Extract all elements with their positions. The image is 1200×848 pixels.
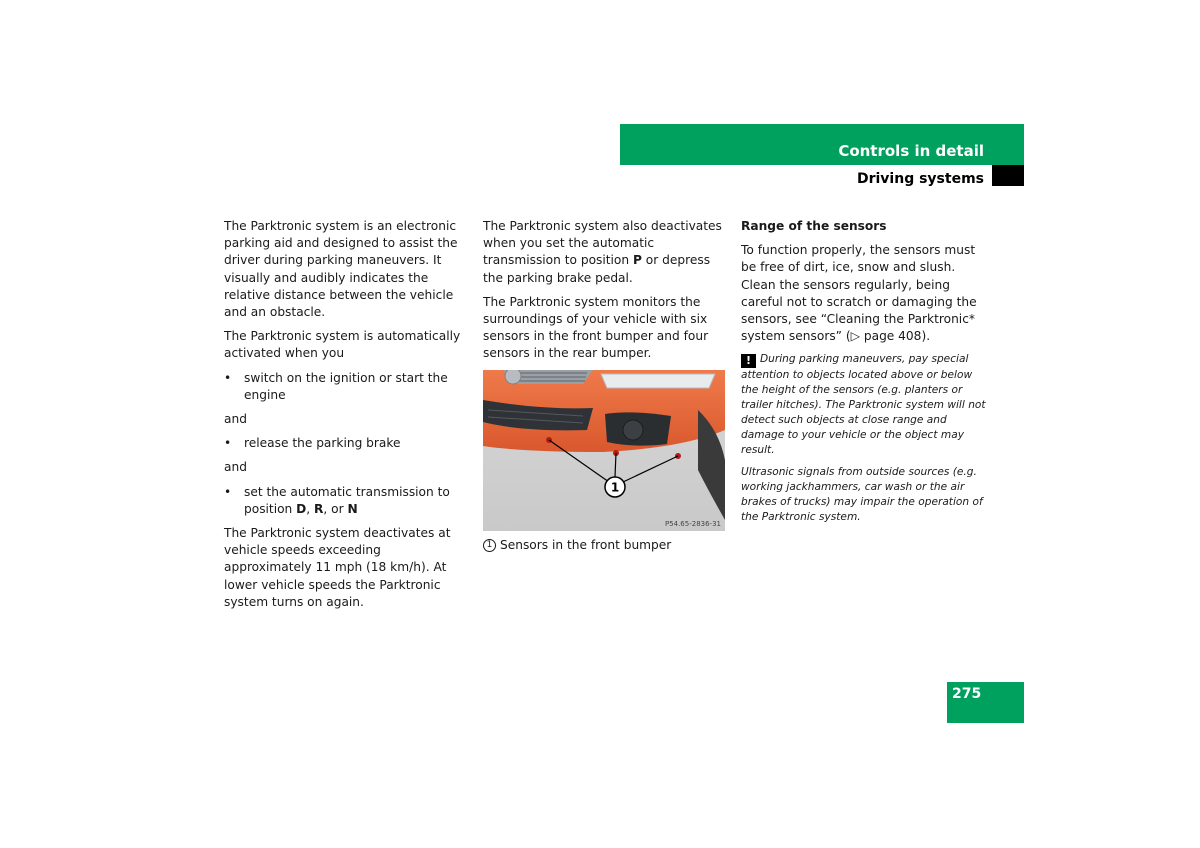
subsection-title: Driving systems — [856, 171, 984, 187]
section-heading: Range of the sensors — [741, 219, 887, 233]
warning-icon: ! — [741, 354, 756, 368]
list-item — [224, 435, 466, 452]
list-item-text: release the parking brake — [244, 436, 401, 451]
column-1 — [224, 218, 466, 618]
gear-n: N — [347, 501, 358, 516]
callout-number: 1 — [610, 480, 620, 495]
info-note: Ultrasonic signals from outside sources (e.g. working jackhammers, car wash or the air brakes of trucks) may impair the operation of the Parktronic system. — [741, 466, 983, 524]
warning-note — [741, 352, 987, 458]
sensors-paragraph: The Parktronic system monitors the surroundings of your vehicle with six sensors in the front bumper and four sensors in the rear bumper. — [483, 294, 709, 361]
gear-r: R — [314, 501, 324, 516]
column-2 — [483, 218, 725, 554]
page-number: 275 — [952, 686, 982, 702]
caption-text: Sensors in the front bumper — [500, 537, 672, 552]
section-tab-marker — [992, 165, 1024, 186]
list-item — [224, 484, 466, 518]
connector-text: and — [224, 412, 247, 427]
list-item — [224, 370, 466, 404]
activation-paragraph: The Parktronic system is automatically activated when you — [224, 329, 461, 361]
bullet-icon: • — [224, 484, 232, 499]
figure-caption — [483, 537, 725, 554]
bullet-icon: • — [224, 436, 232, 451]
bullet-icon: • — [224, 370, 232, 385]
column-3 — [741, 218, 987, 532]
warning-text: During parking maneuvers, pay special attention to objects located above or below the height of the sensors (e.g. planters or trailer hitches). The Parktronic system will not detect such objects at close range and damage to your vehicle or the object may result. — [741, 353, 986, 457]
list-item-text: set the automatic transmission to position D, R, or N — [244, 484, 450, 516]
callout-number-icon: 1 — [483, 539, 496, 552]
deactivation-paragraph-2: The Parktronic system also deactivates when you set the automatic transmission to position P or depress the parking brake pedal. — [483, 219, 722, 285]
front-bumper-photo — [483, 370, 725, 531]
range-paragraph: To function properly, the sensors must be free of dirt, ice, snow and slush. Clean the sensors regularly, being careful not to scratch or damaging the sensors, see “Cleaning the Parktronic* system sensors” (▷ page 408). — [741, 243, 977, 344]
figure-code: P54.65-2836-31 — [664, 519, 721, 528]
intro-paragraph: The Parktronic system is an electronic parking aid and designed to assist the driver during parking maneuvers. It visually and audibly indicates the relative distance between the vehicle and an obstacle. — [224, 219, 458, 320]
gear-d: D — [296, 501, 307, 516]
connector-text: and — [224, 460, 247, 475]
section-title: Controls in detail — [838, 142, 984, 160]
list-item-text: switch on the ignition or start the engine — [244, 370, 448, 402]
deactivation-paragraph: The Parktronic system deactivates at vehicle speeds exceeding approximately 11 mph (18 km/h). At lower vehicle speeds the Parktronic system turns on again. — [224, 526, 451, 609]
gear-p: P — [633, 253, 642, 268]
